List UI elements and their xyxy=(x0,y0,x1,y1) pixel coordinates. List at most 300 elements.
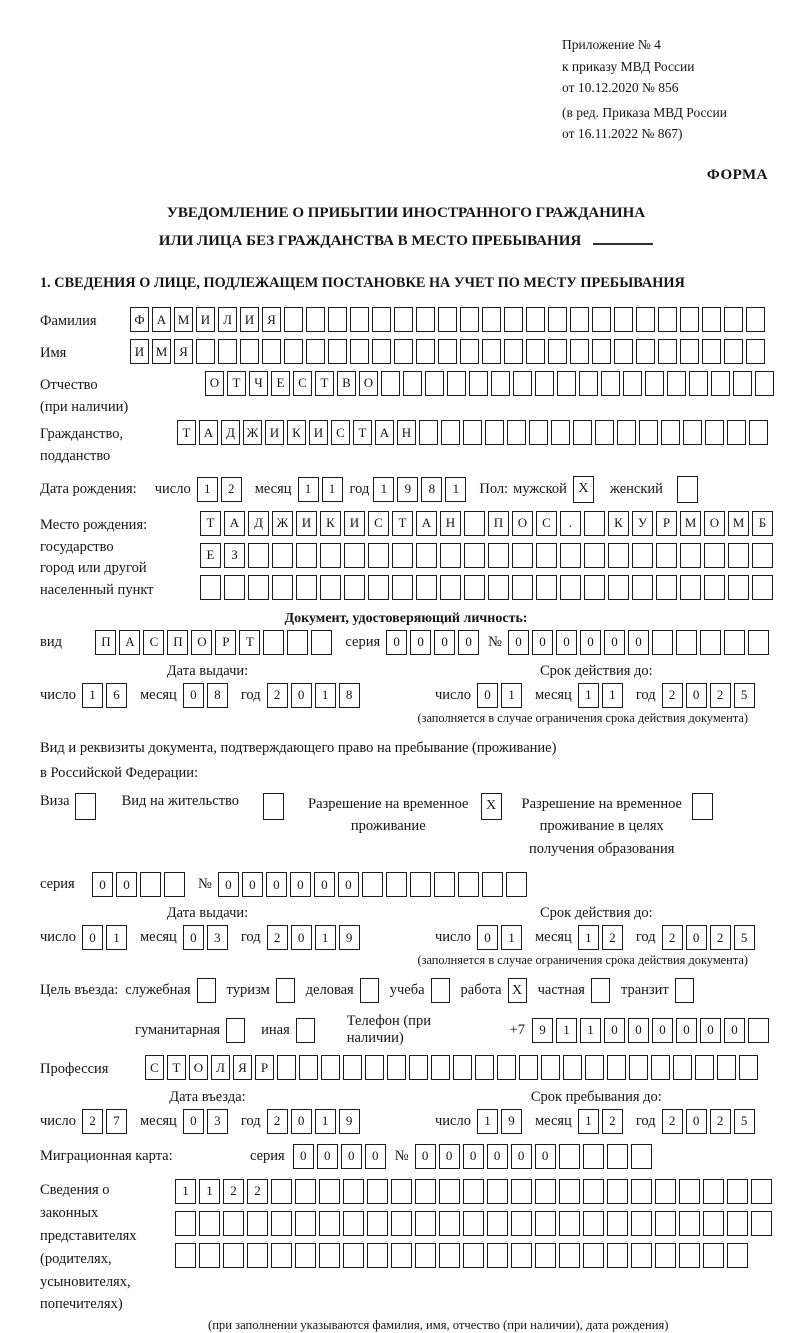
form-cell[interactable] xyxy=(727,1243,748,1268)
form-cell[interactable]: 3 xyxy=(207,925,228,950)
gender-male-checkbox[interactable]: X xyxy=(573,476,594,503)
form-cell[interactable]: 0 xyxy=(556,630,577,655)
form-cell[interactable] xyxy=(559,1179,580,1204)
form-cell[interactable]: 0 xyxy=(183,1109,204,1134)
form-cell[interactable] xyxy=(319,1243,340,1268)
form-cell[interactable]: 2 xyxy=(267,925,288,950)
form-cell[interactable] xyxy=(512,543,533,568)
purpose-transit-checkbox[interactable] xyxy=(675,978,694,1003)
form-cell[interactable] xyxy=(263,630,284,655)
form-cell[interactable]: Я xyxy=(174,339,193,364)
form-cell[interactable] xyxy=(724,339,743,364)
form-cell[interactable]: В xyxy=(337,371,356,396)
form-cell[interactable] xyxy=(739,1055,758,1080)
purpose-private-checkbox[interactable] xyxy=(591,978,610,1003)
form-cell[interactable]: О xyxy=(189,1055,208,1080)
form-cell[interactable]: 1 xyxy=(197,477,218,502)
form-cell[interactable]: 1 xyxy=(445,477,466,502)
form-cell[interactable] xyxy=(570,307,589,332)
form-cell[interactable] xyxy=(535,1179,556,1204)
form-cell[interactable] xyxy=(748,630,769,655)
purpose-humanitarian-checkbox[interactable] xyxy=(226,1018,245,1043)
form-cell[interactable] xyxy=(295,1243,316,1268)
form-cell[interactable] xyxy=(749,420,768,445)
form-cell[interactable] xyxy=(607,1179,628,1204)
form-cell[interactable] xyxy=(343,1243,364,1268)
form-cell[interactable] xyxy=(394,307,413,332)
form-cell[interactable]: Т xyxy=(239,630,260,655)
form-cell[interactable]: 5 xyxy=(734,683,755,708)
form-cell[interactable] xyxy=(475,1055,494,1080)
form-cell[interactable]: . xyxy=(560,511,581,536)
form-cell[interactable] xyxy=(631,1243,652,1268)
form-cell[interactable]: 3 xyxy=(207,1109,228,1134)
form-cell[interactable] xyxy=(469,371,488,396)
form-cell[interactable] xyxy=(700,630,721,655)
form-cell[interactable] xyxy=(651,1055,670,1080)
form-cell[interactable]: Д xyxy=(248,511,269,536)
form-cell[interactable] xyxy=(311,630,332,655)
form-cell[interactable] xyxy=(488,575,509,600)
form-cell[interactable] xyxy=(403,371,422,396)
form-cell[interactable]: 1 xyxy=(602,683,623,708)
form-cell[interactable] xyxy=(415,1179,436,1204)
residence-permit-checkbox[interactable] xyxy=(263,793,284,820)
form-cell[interactable] xyxy=(416,339,435,364)
form-cell[interactable] xyxy=(272,575,293,600)
form-cell[interactable]: И xyxy=(130,339,149,364)
form-cell[interactable] xyxy=(526,339,545,364)
form-cell[interactable] xyxy=(592,339,611,364)
form-cell[interactable] xyxy=(751,1179,772,1204)
form-cell[interactable]: 0 xyxy=(410,630,431,655)
form-cell[interactable] xyxy=(218,339,237,364)
form-cell[interactable]: 2 xyxy=(223,1179,244,1204)
form-cell[interactable]: 0 xyxy=(242,872,263,897)
form-cell[interactable]: 7 xyxy=(106,1109,127,1134)
form-cell[interactable] xyxy=(434,872,455,897)
form-cell[interactable] xyxy=(271,1179,292,1204)
form-cell[interactable]: 1 xyxy=(322,477,343,502)
form-cell[interactable] xyxy=(703,1243,724,1268)
form-cell[interactable] xyxy=(392,543,413,568)
form-cell[interactable] xyxy=(306,307,325,332)
form-cell[interactable] xyxy=(623,371,642,396)
form-cell[interactable] xyxy=(391,1243,412,1268)
form-cell[interactable] xyxy=(372,339,391,364)
form-cell[interactable] xyxy=(679,1179,700,1204)
form-cell[interactable]: Е xyxy=(200,543,221,568)
form-cell[interactable] xyxy=(319,1179,340,1204)
form-cell[interactable] xyxy=(702,307,721,332)
form-cell[interactable] xyxy=(504,339,523,364)
form-cell[interactable]: 1 xyxy=(199,1179,220,1204)
form-cell[interactable]: О xyxy=(191,630,212,655)
form-cell[interactable] xyxy=(487,1243,508,1268)
purpose-study-checkbox[interactable] xyxy=(431,978,450,1003)
form-cell[interactable] xyxy=(381,371,400,396)
form-cell[interactable]: 0 xyxy=(341,1144,362,1169)
form-cell[interactable] xyxy=(365,1055,384,1080)
form-cell[interactable] xyxy=(727,420,746,445)
form-cell[interactable] xyxy=(559,1243,580,1268)
form-cell[interactable]: И xyxy=(309,420,328,445)
form-cell[interactable] xyxy=(497,1055,516,1080)
form-cell[interactable] xyxy=(752,543,773,568)
form-cell[interactable] xyxy=(656,575,677,600)
form-cell[interactable]: 2 xyxy=(82,1109,103,1134)
form-cell[interactable] xyxy=(488,543,509,568)
form-cell[interactable]: 0 xyxy=(686,1109,707,1134)
form-cell[interactable] xyxy=(583,1243,604,1268)
form-cell[interactable] xyxy=(271,1243,292,1268)
form-cell[interactable]: 1 xyxy=(82,683,103,708)
form-cell[interactable]: 0 xyxy=(116,872,137,897)
form-cell[interactable]: Я xyxy=(262,307,281,332)
form-cell[interactable] xyxy=(655,1243,676,1268)
form-cell[interactable] xyxy=(608,543,629,568)
form-cell[interactable]: С xyxy=(143,630,164,655)
form-cell[interactable] xyxy=(727,1179,748,1204)
form-cell[interactable]: 0 xyxy=(628,1018,649,1043)
form-cell[interactable] xyxy=(676,630,697,655)
form-cell[interactable] xyxy=(416,543,437,568)
form-cell[interactable] xyxy=(344,543,365,568)
form-cell[interactable]: 0 xyxy=(183,683,204,708)
form-cell[interactable] xyxy=(507,420,526,445)
form-cell[interactable] xyxy=(367,1243,388,1268)
form-cell[interactable] xyxy=(680,307,699,332)
form-cell[interactable]: А xyxy=(119,630,140,655)
form-cell[interactable] xyxy=(658,339,677,364)
form-cell[interactable] xyxy=(320,543,341,568)
form-cell[interactable] xyxy=(224,575,245,600)
form-cell[interactable]: С xyxy=(536,511,557,536)
form-cell[interactable]: 0 xyxy=(508,630,529,655)
form-cell[interactable] xyxy=(295,1211,316,1236)
form-cell[interactable]: 9 xyxy=(339,1109,360,1134)
form-cell[interactable] xyxy=(306,339,325,364)
form-cell[interactable] xyxy=(175,1211,196,1236)
form-cell[interactable] xyxy=(485,420,504,445)
form-cell[interactable] xyxy=(416,575,437,600)
form-cell[interactable]: 1 xyxy=(477,1109,498,1134)
form-cell[interactable] xyxy=(583,1179,604,1204)
form-cell[interactable] xyxy=(394,339,413,364)
form-cell[interactable]: А xyxy=(224,511,245,536)
form-cell[interactable] xyxy=(410,872,431,897)
form-cell[interactable] xyxy=(584,543,605,568)
form-cell[interactable] xyxy=(607,1211,628,1236)
form-cell[interactable]: 1 xyxy=(578,925,599,950)
form-cell[interactable]: 0 xyxy=(415,1144,436,1169)
form-cell[interactable]: 2 xyxy=(267,1109,288,1134)
form-cell[interactable]: 2 xyxy=(247,1179,268,1204)
form-cell[interactable] xyxy=(548,339,567,364)
form-cell[interactable]: Я xyxy=(233,1055,252,1080)
form-cell[interactable] xyxy=(601,371,620,396)
form-cell[interactable] xyxy=(536,575,557,600)
form-cell[interactable] xyxy=(513,371,532,396)
form-cell[interactable]: 0 xyxy=(293,1144,314,1169)
form-cell[interactable] xyxy=(645,371,664,396)
form-cell[interactable] xyxy=(464,511,485,536)
form-cell[interactable]: 6 xyxy=(106,683,127,708)
form-cell[interactable]: П xyxy=(488,511,509,536)
form-cell[interactable]: 0 xyxy=(700,1018,721,1043)
form-cell[interactable] xyxy=(247,1243,268,1268)
form-cell[interactable]: 1 xyxy=(580,1018,601,1043)
form-cell[interactable]: 0 xyxy=(183,925,204,950)
form-cell[interactable]: 1 xyxy=(373,477,394,502)
form-cell[interactable] xyxy=(223,1243,244,1268)
form-cell[interactable]: Ж xyxy=(272,511,293,536)
form-cell[interactable] xyxy=(636,339,655,364)
form-cell[interactable] xyxy=(526,307,545,332)
form-cell[interactable]: Ф xyxy=(130,307,149,332)
form-cell[interactable] xyxy=(295,1179,316,1204)
form-cell[interactable] xyxy=(511,1211,532,1236)
form-cell[interactable] xyxy=(632,575,653,600)
form-cell[interactable]: 0 xyxy=(291,1109,312,1134)
form-cell[interactable]: 0 xyxy=(604,1018,625,1043)
form-cell[interactable] xyxy=(705,420,724,445)
form-cell[interactable] xyxy=(440,543,461,568)
form-cell[interactable] xyxy=(328,339,347,364)
form-cell[interactable]: 5 xyxy=(734,1109,755,1134)
form-cell[interactable]: Л xyxy=(211,1055,230,1080)
form-cell[interactable] xyxy=(343,1179,364,1204)
form-cell[interactable]: 0 xyxy=(291,683,312,708)
form-cell[interactable]: З xyxy=(224,543,245,568)
form-cell[interactable] xyxy=(724,630,745,655)
form-cell[interactable] xyxy=(284,339,303,364)
form-cell[interactable]: 1 xyxy=(556,1018,577,1043)
form-cell[interactable] xyxy=(284,307,303,332)
form-cell[interactable] xyxy=(583,1144,604,1169)
form-cell[interactable] xyxy=(751,1211,772,1236)
form-cell[interactable] xyxy=(196,339,215,364)
form-cell[interactable] xyxy=(164,872,185,897)
form-cell[interactable] xyxy=(504,307,523,332)
form-cell[interactable] xyxy=(296,543,317,568)
form-cell[interactable] xyxy=(717,1055,736,1080)
form-cell[interactable] xyxy=(608,575,629,600)
form-cell[interactable] xyxy=(573,420,592,445)
purpose-other-checkbox[interactable] xyxy=(296,1018,315,1043)
form-cell[interactable] xyxy=(584,575,605,600)
form-cell[interactable]: 9 xyxy=(397,477,418,502)
form-cell[interactable]: К xyxy=(608,511,629,536)
form-cell[interactable] xyxy=(607,1055,626,1080)
form-cell[interactable] xyxy=(319,1211,340,1236)
form-cell[interactable] xyxy=(535,371,554,396)
form-cell[interactable]: У xyxy=(632,511,653,536)
form-cell[interactable] xyxy=(748,1018,769,1043)
form-cell[interactable] xyxy=(491,371,510,396)
form-cell[interactable]: Л xyxy=(218,307,237,332)
form-cell[interactable] xyxy=(695,1055,714,1080)
purpose-work-checkbox[interactable]: X xyxy=(508,978,527,1003)
form-cell[interactable] xyxy=(386,872,407,897)
form-cell[interactable]: С xyxy=(293,371,312,396)
visa-checkbox[interactable] xyxy=(75,793,96,820)
form-cell[interactable] xyxy=(487,1179,508,1204)
form-cell[interactable]: 1 xyxy=(501,925,522,950)
form-cell[interactable]: 0 xyxy=(511,1144,532,1169)
form-cell[interactable]: 0 xyxy=(317,1144,338,1169)
form-cell[interactable] xyxy=(728,543,749,568)
form-cell[interactable]: С xyxy=(368,511,389,536)
form-cell[interactable] xyxy=(661,420,680,445)
form-cell[interactable]: 0 xyxy=(652,1018,673,1043)
form-cell[interactable] xyxy=(656,543,677,568)
form-cell[interactable]: 5 xyxy=(734,925,755,950)
form-cell[interactable]: О xyxy=(512,511,533,536)
form-cell[interactable]: 0 xyxy=(365,1144,386,1169)
form-cell[interactable] xyxy=(511,1179,532,1204)
form-cell[interactable]: 0 xyxy=(487,1144,508,1169)
form-cell[interactable] xyxy=(487,1211,508,1236)
form-cell[interactable] xyxy=(551,420,570,445)
form-cell[interactable] xyxy=(541,1055,560,1080)
form-cell[interactable]: 1 xyxy=(298,477,319,502)
form-cell[interactable]: 2 xyxy=(662,925,683,950)
form-cell[interactable]: Р xyxy=(255,1055,274,1080)
form-cell[interactable] xyxy=(344,575,365,600)
form-cell[interactable] xyxy=(704,543,725,568)
form-cell[interactable]: 0 xyxy=(628,630,649,655)
form-cell[interactable]: 0 xyxy=(477,925,498,950)
form-cell[interactable] xyxy=(277,1055,296,1080)
form-cell[interactable]: 2 xyxy=(662,1109,683,1134)
gender-female-checkbox[interactable] xyxy=(677,476,698,503)
form-cell[interactable] xyxy=(391,1179,412,1204)
form-cell[interactable] xyxy=(563,1055,582,1080)
purpose-tourism-checkbox[interactable] xyxy=(276,978,295,1003)
form-cell[interactable] xyxy=(392,575,413,600)
form-cell[interactable]: 2 xyxy=(710,1109,731,1134)
form-cell[interactable]: 0 xyxy=(724,1018,745,1043)
form-cell[interactable] xyxy=(372,307,391,332)
form-cell[interactable] xyxy=(482,872,503,897)
form-cell[interactable] xyxy=(453,1055,472,1080)
form-cell[interactable]: 0 xyxy=(477,683,498,708)
form-cell[interactable]: 0 xyxy=(580,630,601,655)
form-cell[interactable] xyxy=(631,1144,652,1169)
form-cell[interactable] xyxy=(506,872,527,897)
form-cell[interactable] xyxy=(746,307,765,332)
form-cell[interactable] xyxy=(584,511,605,536)
form-cell[interactable]: Т xyxy=(200,511,221,536)
form-cell[interactable]: 1 xyxy=(578,1109,599,1134)
form-cell[interactable] xyxy=(560,575,581,600)
form-cell[interactable]: 0 xyxy=(686,925,707,950)
form-cell[interactable]: А xyxy=(416,511,437,536)
form-cell[interactable] xyxy=(724,307,743,332)
form-cell[interactable] xyxy=(248,543,269,568)
temp-residence-edu-checkbox[interactable] xyxy=(692,793,713,820)
form-cell[interactable]: Т xyxy=(392,511,413,536)
form-cell[interactable] xyxy=(557,371,576,396)
form-cell[interactable] xyxy=(703,1179,724,1204)
form-cell[interactable]: С xyxy=(145,1055,164,1080)
form-cell[interactable] xyxy=(367,1211,388,1236)
form-cell[interactable] xyxy=(438,339,457,364)
form-cell[interactable] xyxy=(440,575,461,600)
form-cell[interactable] xyxy=(512,575,533,600)
form-cell[interactable] xyxy=(464,575,485,600)
form-cell[interactable] xyxy=(548,307,567,332)
form-cell[interactable] xyxy=(632,543,653,568)
form-cell[interactable] xyxy=(391,1211,412,1236)
form-cell[interactable] xyxy=(416,307,435,332)
form-cell[interactable] xyxy=(733,371,752,396)
form-cell[interactable] xyxy=(702,339,721,364)
form-cell[interactable] xyxy=(247,1211,268,1236)
form-cell[interactable] xyxy=(583,1211,604,1236)
form-cell[interactable] xyxy=(438,307,457,332)
form-cell[interactable] xyxy=(607,1243,628,1268)
form-cell[interactable]: Н xyxy=(440,511,461,536)
form-cell[interactable] xyxy=(425,371,444,396)
form-cell[interactable] xyxy=(511,1243,532,1268)
form-cell[interactable]: 0 xyxy=(434,630,455,655)
form-cell[interactable] xyxy=(140,872,161,897)
form-cell[interactable]: П xyxy=(95,630,116,655)
form-cell[interactable] xyxy=(752,575,773,600)
form-cell[interactable] xyxy=(409,1055,428,1080)
form-cell[interactable]: 0 xyxy=(463,1144,484,1169)
form-cell[interactable]: 9 xyxy=(501,1109,522,1134)
form-cell[interactable]: С xyxy=(331,420,350,445)
form-cell[interactable]: 2 xyxy=(602,1109,623,1134)
form-cell[interactable] xyxy=(482,339,501,364)
form-cell[interactable] xyxy=(463,420,482,445)
purpose-official-checkbox[interactable] xyxy=(197,978,216,1003)
form-cell[interactable] xyxy=(321,1055,340,1080)
form-cell[interactable]: 1 xyxy=(175,1179,196,1204)
form-cell[interactable]: 2 xyxy=(602,925,623,950)
form-cell[interactable]: 2 xyxy=(662,683,683,708)
form-cell[interactable] xyxy=(655,1179,676,1204)
form-cell[interactable] xyxy=(368,543,389,568)
form-cell[interactable]: 1 xyxy=(578,683,599,708)
form-cell[interactable] xyxy=(223,1211,244,1236)
form-cell[interactable]: 0 xyxy=(676,1018,697,1043)
form-cell[interactable]: 0 xyxy=(82,925,103,950)
form-cell[interactable] xyxy=(673,1055,692,1080)
form-cell[interactable]: 0 xyxy=(532,630,553,655)
form-cell[interactable] xyxy=(631,1179,652,1204)
form-cell[interactable] xyxy=(639,420,658,445)
form-cell[interactable]: Ч xyxy=(249,371,268,396)
form-cell[interactable] xyxy=(199,1243,220,1268)
form-cell[interactable]: Н xyxy=(397,420,416,445)
form-cell[interactable] xyxy=(415,1211,436,1236)
form-cell[interactable]: К xyxy=(320,511,341,536)
form-cell[interactable] xyxy=(592,307,611,332)
form-cell[interactable] xyxy=(636,307,655,332)
form-cell[interactable]: И xyxy=(240,307,259,332)
form-cell[interactable] xyxy=(617,420,636,445)
form-cell[interactable] xyxy=(679,1211,700,1236)
form-cell[interactable]: Т xyxy=(315,371,334,396)
form-cell[interactable] xyxy=(680,543,701,568)
form-cell[interactable] xyxy=(271,1211,292,1236)
form-cell[interactable] xyxy=(727,1211,748,1236)
form-cell[interactable]: 9 xyxy=(339,925,360,950)
